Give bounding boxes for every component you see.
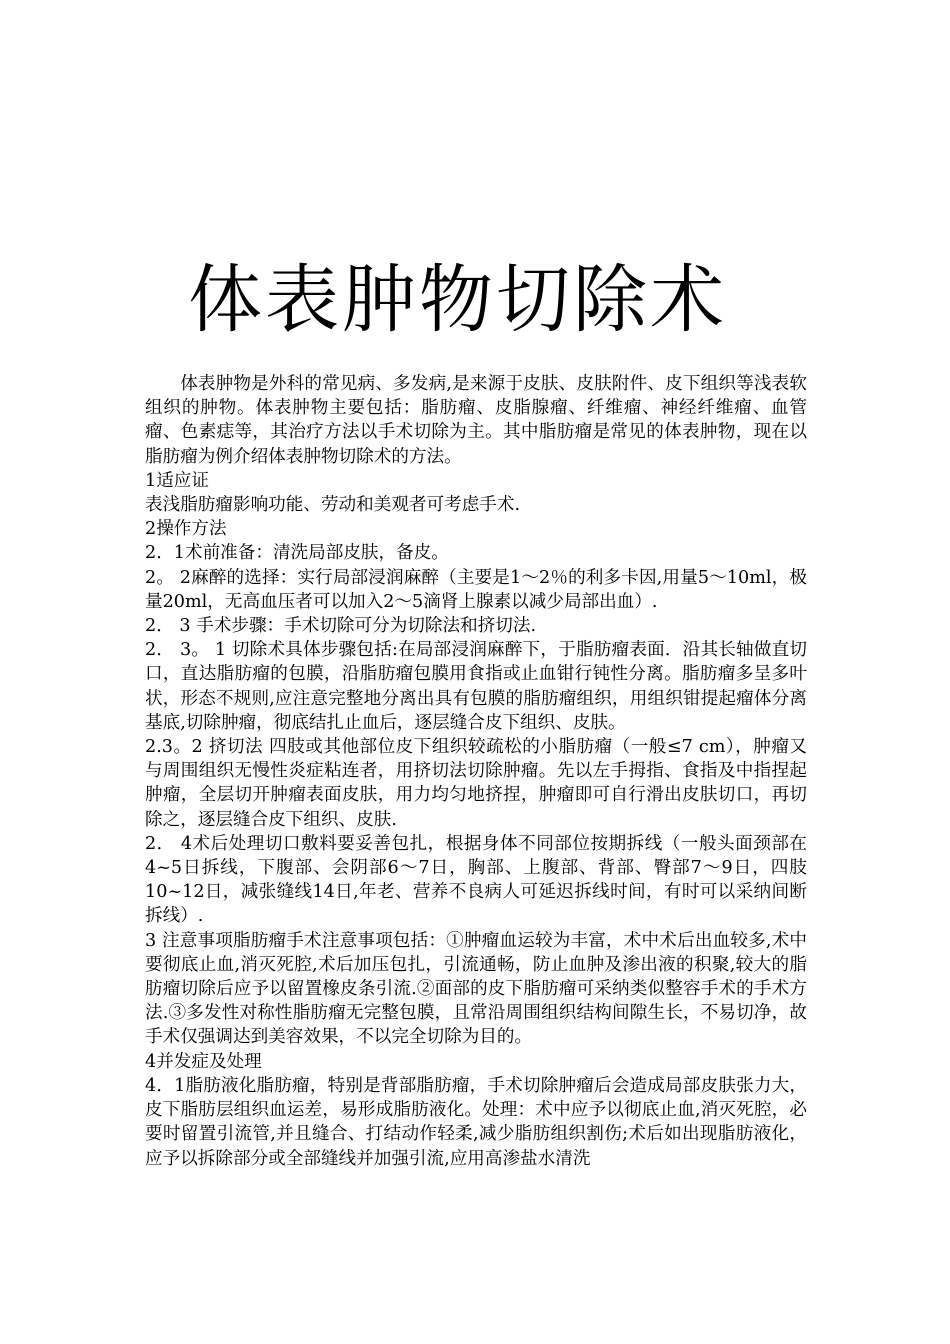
paragraph-precautions: 3 注意事项脂肪瘤手术注意事项包括：①肿瘤血运较为丰富，术中术后出血较多,术中要彻底止血,消灭死腔,术后加压包扎，引流通畅，防止血肿及渗出液的积聚,较大的脂肪瘤切除后应予以留置橡皮条引流.②面部的皮下脂肪瘤可采纳类似整容手术的手术方法.③多发性对称性脂肪瘤无完整包膜，且常沿周围组织结构间隙生长，不易切净，故手术仅强调达到美容效果，不以完全切除为目的。 — [145, 930, 807, 1048]
paragraph-anesthesia: 2。 2麻醉的选择：实行局部浸润麻醉（主要是1～2％的利多卡因,用量5～10ml，极量20ml，无高血压者可以加入2～5滴肾上腺素以减少局部出血）. — [145, 567, 807, 612]
section-heading-procedure: 2操作方法 — [145, 519, 227, 540]
paragraph-squeeze-method: 2.3。2 挤切法 四肢或其他部位皮下组织较疏松的小脂肪瘤（一般≤7 cm），肿瘤又与周围组织无慢性炎症粘连者，用挤切法切除肿瘤。先以左手拇指、食指及中指捏起肿瘤，全层切开肿瘤表面皮肤，用力均匀地挤捏，肿瘤即可自行滑出皮肤切口，再切除之，逐层缝合皮下组织、皮肤. — [145, 737, 807, 830]
section-heading-complications: 4并发症及处理 — [145, 1051, 262, 1072]
paragraph-surgical-steps: 2． 3 手术步骤：手术切除可分为切除法和挤切法. — [145, 616, 537, 637]
document-body — [145, 372, 807, 1171]
document-title: 体表肿物切除术 — [188, 257, 727, 343]
paragraph-preparation: 2．1术前准备：清洗局部皮肤，备皮。 — [145, 543, 449, 564]
section-heading-indications: 1适应证 — [145, 470, 209, 491]
paragraph-fat-liquefaction: 4．1脂肪液化脂肪瘤，特别是背部脂肪瘤，手术切除肿瘤后会造成局部皮肤张力大，皮下脂肪层组织血运差，易形成脂肪液化。处理：术中应予以彻底止血,消灭死腔，必要时留置引流管,并且缝合、打结动作轻柔,减少脂肪组织割伤;术后如出现脂肪液化，应予以拆除部分或全部缝线并加强引流,应用高渗盐水清洗 — [145, 1075, 807, 1169]
paragraph-intro: 体表肿物是外科的常见病、多发病,是来源于皮肤、皮肤附件、皮下组织等浅表软组织的肿物。体表肿物主要包括：脂肪瘤、皮脂腺瘤、纤维瘤、神经纤维瘤、血管瘤、色素痣等，其治疗方法以手术切除为主。其中脂肪瘤是常见的体表肿物，现在以脂肪瘤为例介绍体表肿物切除术的方法。 — [145, 374, 807, 467]
paragraph-excision-method: 2． 3。 1 切除术具体步骤包括:在局部浸润麻醉下，于脂肪瘤表面．沿其长轴做直切口，直达脂肪瘤的包膜，沿脂肪瘤包膜用食指或止血钳行钝性分离。脂肪瘤多呈多叶状，形态不规则,应注意完整地分离出具有包膜的脂肪瘤组织，用组织钳提起瘤体分离基底,切除肿瘤，彻底结扎止血后，逐层缝合皮下组织、皮肤。 — [145, 640, 807, 733]
paragraph-indications: 表浅脂肪瘤影响功能、劳动和美观者可考虑手术. — [145, 495, 521, 516]
paragraph-postoperative-care: 2． 4术后处理切口敷料要妥善包扎，根据身体不同部位按期拆线（一般头面颈部在4~5日拆线，下腹部、会阴部6～7日，胸部、上腹部、背部、臀部7～9日，四肢10~12日，减张缝线14日,年老、营养不良病人可延迟拆线时间，有时可以采纳间断拆线）. — [145, 833, 807, 927]
